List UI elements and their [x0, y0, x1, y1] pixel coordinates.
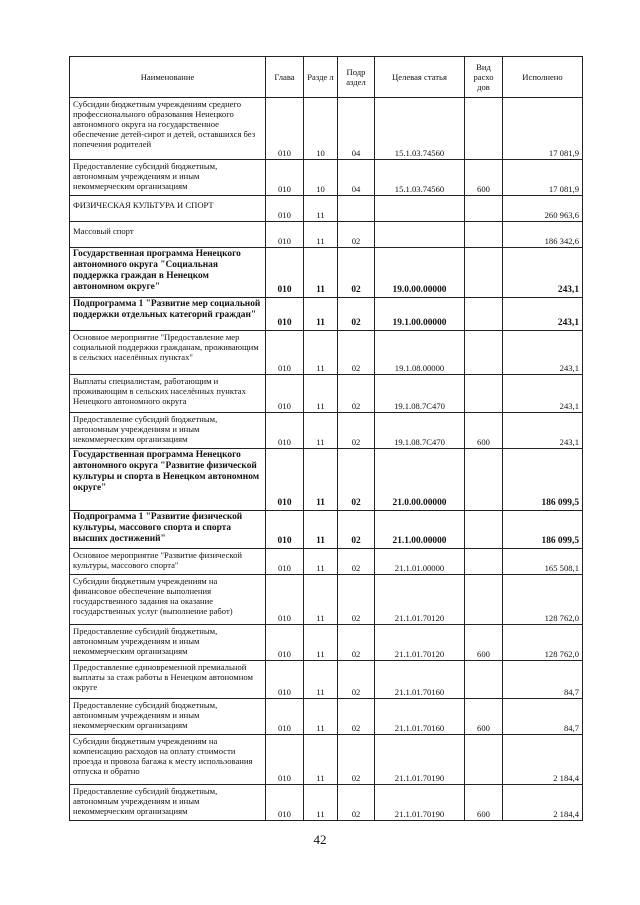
table-row [70, 699, 583, 735]
row-subsection: 04 [338, 160, 375, 196]
row-subsection: 02 [338, 785, 375, 821]
row-chapter: 010 [266, 549, 304, 575]
row-subsection: 02 [338, 549, 375, 575]
row-type [465, 449, 503, 511]
table-row [70, 298, 583, 331]
row-type [465, 549, 503, 575]
row-chapter: 010 [266, 331, 304, 375]
row-target: 19.0.00.00000 [375, 248, 465, 298]
row-subsection: 02 [338, 575, 375, 625]
row-name: Субсидии бюджетным учреждениям на финансовое обеспечение выполнения государственного задания на оказание государственных услуг (выполнение работ) [70, 575, 266, 625]
row-subsection: 02 [338, 375, 375, 413]
row-amount: 186 342,6 [503, 222, 583, 248]
table-row [70, 248, 583, 298]
row-subsection: 02 [338, 331, 375, 375]
table-row [70, 375, 583, 413]
row-chapter: 010 [266, 735, 304, 785]
row-amount: 165 508,1 [503, 549, 583, 575]
row-type [465, 661, 503, 699]
row-section: 11 [304, 331, 338, 375]
row-target: 19.1.08.7С470 [375, 375, 465, 413]
row-target: 21.1.01.70160 [375, 661, 465, 699]
row-name: Основное мероприятие "Развитие физической культуры, массового спорта" [70, 549, 266, 575]
row-name: Субсидии бюджетным учреждениям среднего профессионального образования Ненецкого автономного округа на государственное обеспечение детей-сирот и детей, оставшихся без попечения родителей [70, 98, 266, 160]
row-chapter: 010 [266, 222, 304, 248]
row-target: 19.1.08.00000 [375, 331, 465, 375]
row-name: Массовый спорт [70, 222, 266, 248]
row-section: 11 [304, 413, 338, 449]
row-subsection: 02 [338, 222, 375, 248]
row-section: 11 [304, 625, 338, 661]
row-section: 11 [304, 661, 338, 699]
row-section: 11 [304, 785, 338, 821]
row-name: Предоставление субсидий бюджетным, автономным учреждениям и иным некоммерческим организациям [70, 160, 266, 196]
row-amount: 84,7 [503, 661, 583, 699]
header-executed: Исполнено [503, 57, 583, 98]
table-header-row [70, 57, 583, 98]
row-subsection: 02 [338, 511, 375, 549]
row-target [375, 222, 465, 248]
table-row [70, 160, 583, 196]
row-target: 21.1.01.70190 [375, 785, 465, 821]
row-amount: 128 762,0 [503, 625, 583, 661]
table-row [70, 449, 583, 511]
row-subsection: 04 [338, 98, 375, 160]
row-chapter: 010 [266, 699, 304, 735]
row-type [465, 375, 503, 413]
table-row [70, 222, 583, 248]
row-name: Выплаты специалистам, работающим и проживающим в сельских населённых пунктах Ненецкого автономного округа [70, 375, 266, 413]
table-row [70, 331, 583, 375]
row-section: 11 [304, 248, 338, 298]
row-type: 600 [465, 785, 503, 821]
table-row [70, 661, 583, 699]
row-type [465, 248, 503, 298]
row-amount: 84,7 [503, 699, 583, 735]
row-chapter: 010 [266, 661, 304, 699]
row-type [465, 735, 503, 785]
header-chapter: Глава [266, 57, 304, 98]
header-section: Разде л [304, 57, 338, 98]
row-type: 600 [465, 413, 503, 449]
row-chapter: 010 [266, 511, 304, 549]
row-section: 11 [304, 735, 338, 785]
table-row [70, 549, 583, 575]
row-amount: 243,1 [503, 375, 583, 413]
row-name: Предоставление субсидий бюджетным, автономным учреждениям и иным некоммерческим организациям [70, 413, 266, 449]
row-name: Предоставление субсидий бюджетным, автономным учреждениям и иным некоммерческим организациям [70, 699, 266, 735]
page-number: 42 [313, 832, 327, 847]
row-amount: 243,1 [503, 248, 583, 298]
row-target: 21.1.01.70190 [375, 735, 465, 785]
row-subsection: 02 [338, 661, 375, 699]
row-name: Подпрограмма 1 "Развитие мер социальной поддержки отдельных категорий граждан" [70, 298, 266, 331]
row-type: 600 [465, 160, 503, 196]
row-target: 21.1.01.70120 [375, 625, 465, 661]
row-section: 11 [304, 375, 338, 413]
row-target: 21.1.00.00000 [375, 511, 465, 549]
row-amount: 17 081,9 [503, 98, 583, 160]
row-amount: 17 081,9 [503, 160, 583, 196]
row-chapter: 010 [266, 413, 304, 449]
row-section: 11 [304, 222, 338, 248]
row-name: Государственная программа Ненецкого автономного округа "Развитие физической культуры и спорта в Ненецком автономном округе" [70, 449, 266, 511]
row-name: Подпрограмма 1 "Развитие физической культуры, массового спорта и спорта высших достижений" [70, 511, 266, 549]
row-chapter: 010 [266, 98, 304, 160]
row-amount: 128 762,0 [503, 575, 583, 625]
row-subsection: 02 [338, 298, 375, 331]
row-amount: 260 963,6 [503, 196, 583, 222]
row-name: Субсидии бюджетным учреждениям на компенсацию расходов на оплату стоимости проезда и провоза багажа к месту использования отпуска и обратно [70, 735, 266, 785]
row-type [465, 196, 503, 222]
row-name: Предоставление субсидий бюджетным, автономным учреждениям и иным некоммерческим организациям [70, 625, 266, 661]
row-section: 10 [304, 160, 338, 196]
row-name: Государственная программа Ненецкого автономного округа "Социальная поддержка граждан в Ненецком автономном округе" [70, 248, 266, 298]
row-name: ФИЗИЧЕСКАЯ КУЛЬТУРА И СПОРТ [70, 196, 266, 222]
row-amount: 243,1 [503, 331, 583, 375]
row-chapter: 010 [266, 625, 304, 661]
row-chapter: 010 [266, 298, 304, 331]
row-section: 11 [304, 511, 338, 549]
row-type: 600 [465, 699, 503, 735]
row-section: 10 [304, 98, 338, 160]
table-row [70, 511, 583, 549]
row-section: 11 [304, 699, 338, 735]
row-subsection: 02 [338, 248, 375, 298]
budget-execution-table [69, 56, 583, 821]
row-subsection: 02 [338, 449, 375, 511]
row-chapter: 010 [266, 375, 304, 413]
row-subsection [338, 196, 375, 222]
row-subsection: 02 [338, 735, 375, 785]
row-section: 11 [304, 549, 338, 575]
row-chapter: 010 [266, 449, 304, 511]
row-amount: 2 184,4 [503, 785, 583, 821]
table-row [70, 785, 583, 821]
row-name: Основное мероприятие "Предоставление мер социальной поддержки гражданам, проживающим в сельских населённых пунктах" [70, 331, 266, 375]
table-row [70, 98, 583, 160]
row-amount: 186 099,5 [503, 449, 583, 511]
row-subsection: 02 [338, 413, 375, 449]
row-type [465, 222, 503, 248]
row-target: 21.1.01.70160 [375, 699, 465, 735]
row-section: 11 [304, 196, 338, 222]
row-target: 15.1.03.74560 [375, 98, 465, 160]
row-amount: 243,1 [503, 298, 583, 331]
row-chapter: 010 [266, 575, 304, 625]
row-type [465, 331, 503, 375]
table-row [70, 625, 583, 661]
row-type [465, 511, 503, 549]
row-type [465, 298, 503, 331]
row-chapter: 010 [266, 160, 304, 196]
table-row [70, 413, 583, 449]
header-target-article: Целевая статья [375, 57, 465, 98]
table-row [70, 196, 583, 222]
row-chapter: 010 [266, 196, 304, 222]
header-name: Наименование [70, 57, 266, 98]
row-target: 21.1.01.00000 [375, 549, 465, 575]
header-expense-type: Вид расхо дов [465, 57, 503, 98]
row-amount: 186 099,5 [503, 511, 583, 549]
row-chapter: 010 [266, 785, 304, 821]
row-type: 600 [465, 625, 503, 661]
row-target [375, 196, 465, 222]
row-chapter: 010 [266, 248, 304, 298]
row-target: 15.1.03.74560 [375, 160, 465, 196]
row-subsection: 02 [338, 625, 375, 661]
table-row [70, 735, 583, 785]
row-target: 21.0.00.00000 [375, 449, 465, 511]
row-type [465, 98, 503, 160]
row-amount: 243,1 [503, 413, 583, 449]
header-subsection: Подр аздел [338, 57, 375, 98]
row-name: Предоставление единовременной премиальной выплаты за стаж работы в Ненецком автономном округе [70, 661, 266, 699]
row-target: 19.1.00.00000 [375, 298, 465, 331]
row-type [465, 575, 503, 625]
row-target: 19.1.08.7С470 [375, 413, 465, 449]
row-section: 11 [304, 298, 338, 331]
row-subsection: 02 [338, 699, 375, 735]
table-row [70, 575, 583, 625]
row-target: 21.1.01.70120 [375, 575, 465, 625]
row-amount: 2 184,4 [503, 735, 583, 785]
row-section: 11 [304, 575, 338, 625]
row-section: 11 [304, 449, 338, 511]
row-name: Предоставление субсидий бюджетным, автономным учреждениям и иным некоммерческим организациям [70, 785, 266, 821]
